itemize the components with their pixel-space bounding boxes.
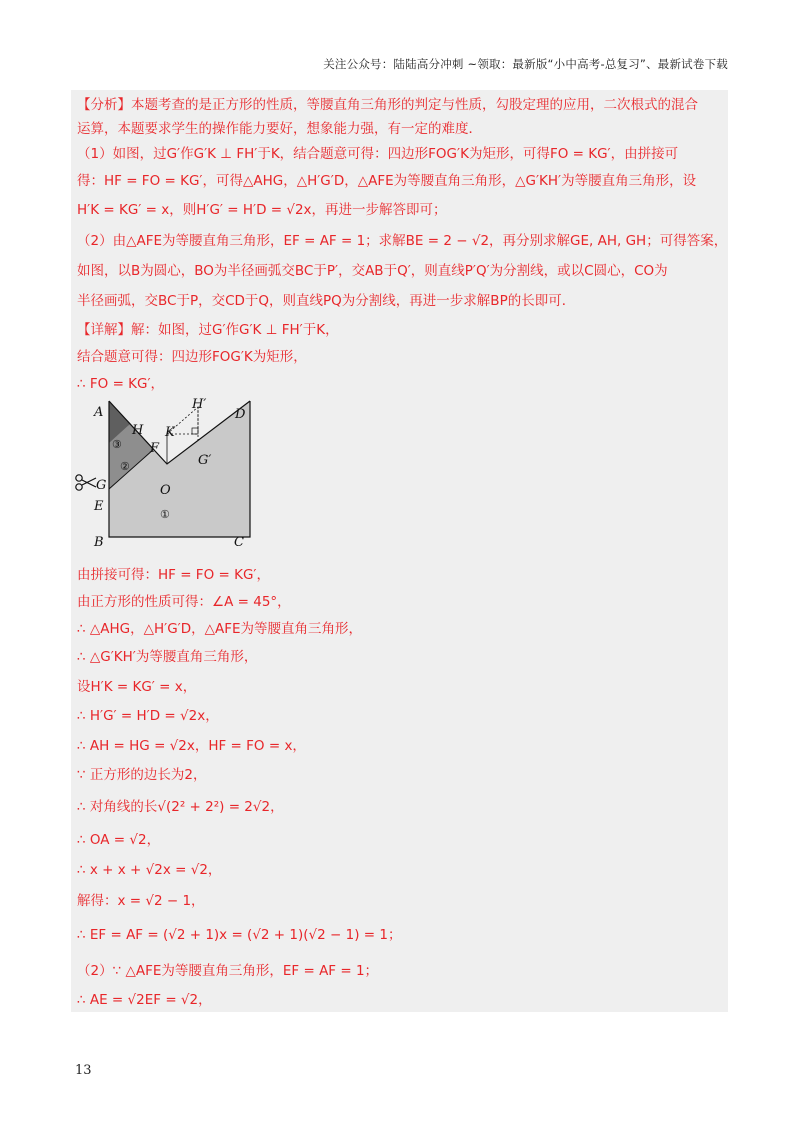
label-G-prime: G′ <box>198 453 212 468</box>
step-9: ∴ 对角线的长√(2² + 2²) = 2√2， <box>77 799 284 815</box>
analysis-line-5: H′K = KG′ = x，则H′G′ = H′D = √2x，再进一步解答即可； <box>77 202 447 218</box>
label-G: G <box>96 478 107 493</box>
step-8: ∵ 正方形的边长为2， <box>77 767 207 783</box>
analysis-line-3: （1）如图，过G′作G′K ⊥ FH′于K，结合题意可得：四边形FOG′K为矩形，可得FO = KG′，由拼接可 <box>77 146 679 162</box>
label-C: C <box>234 535 244 550</box>
label-F: F <box>150 441 160 456</box>
step-14: （2）∵ △AFE为等腰直角三角形，EF = AF = 1； <box>77 963 379 979</box>
step-12: 解得：x = √2 − 1， <box>77 893 205 909</box>
step-15: ∴ AE = √2EF = √2， <box>77 992 212 1008</box>
piece-3-number: ③ <box>112 438 122 451</box>
analysis-line-7: 如图，以B为圆心，BO为半径画弧交BC于P′，交AB于Q′，则直线P′Q′为分割线，或以C圆心，CO为 <box>77 263 668 279</box>
label-B: B <box>94 535 104 550</box>
step-3: ∴ △AHG，△H′G′D，△AFE为等腰直角三角形， <box>77 621 363 637</box>
analysis-line-8: 半径画弧，交BC于P，交CD于Q，则直线PQ为分割线，再进一步求解BP的长即可． <box>77 293 576 309</box>
piece-2-number: ② <box>120 460 130 473</box>
analysis-line-4: 得：HF = FO = KG′，可得△AHG，△H′G′D，△AFE为等腰直角三角形，△G′KH′为等腰直角三角形，设 <box>77 173 697 189</box>
label-A: A <box>94 405 104 420</box>
label-H-prime: H′ <box>192 397 207 412</box>
step-11: ∴ x + x + √2x = √2， <box>77 862 222 878</box>
analysis-line-6: （2）由△AFE为等腰直角三角形，EF = AF = 1；求解BE = 2 − √2，再分别求解GE, AH, GH；可得答案， <box>77 233 728 249</box>
step-2: 由正方形的性质可得：∠A = 45°， <box>77 594 291 610</box>
step-7: ∴ AH = HG = √2x，HF = FO = x， <box>77 738 306 754</box>
step-13: ∴ EF = AF = (√2 + 1)x = (√2 + 1)(√2 − 1) = 1； <box>77 927 402 943</box>
page-header: 关注公众号：陆陆高分冲刺 ~领取：最新版“小中高考-总复习”、最新试卷下载 <box>323 57 728 71</box>
analysis-line-2: 运算，本题要求学生的操作能力要好，想象能力强，有一定的难度． <box>77 121 482 137</box>
label-H: H <box>132 423 144 438</box>
right-angle-mark <box>192 428 198 434</box>
square-cutting-figure <box>72 394 262 554</box>
label-D: D <box>235 407 246 422</box>
page-number: 13 <box>75 1063 92 1078</box>
analysis-line-1: 【分析】本题考查的是正方形的性质，等腰直角三角形的判定与性质，勾股定理的应用，二次根式的混合 <box>77 97 698 113</box>
label-E: E <box>94 499 104 514</box>
step-1: 由拼接可得：HF = FO = KG′， <box>77 567 270 583</box>
step-6: ∴ H′G′ = H′D = √2x， <box>77 708 219 724</box>
detail-line-2: 结合题意可得：四边形FOG′K为矩形， <box>77 349 307 365</box>
piece-1-number: ① <box>160 508 170 521</box>
label-K: K <box>165 425 175 440</box>
step-4: ∴ △G′KH′为等腰直角三角形， <box>77 649 258 665</box>
detail-line-3: ∴ FO = KG′， <box>77 376 165 392</box>
label-O: O <box>160 483 171 498</box>
step-5: 设H′K = KG′ = x， <box>77 679 197 695</box>
detail-line-1: 【详解】解：如图，过G′作G′K ⊥ FH′于K， <box>77 322 339 338</box>
step-10: ∴ OA = √2， <box>77 832 161 848</box>
scissors-icon <box>76 475 96 490</box>
